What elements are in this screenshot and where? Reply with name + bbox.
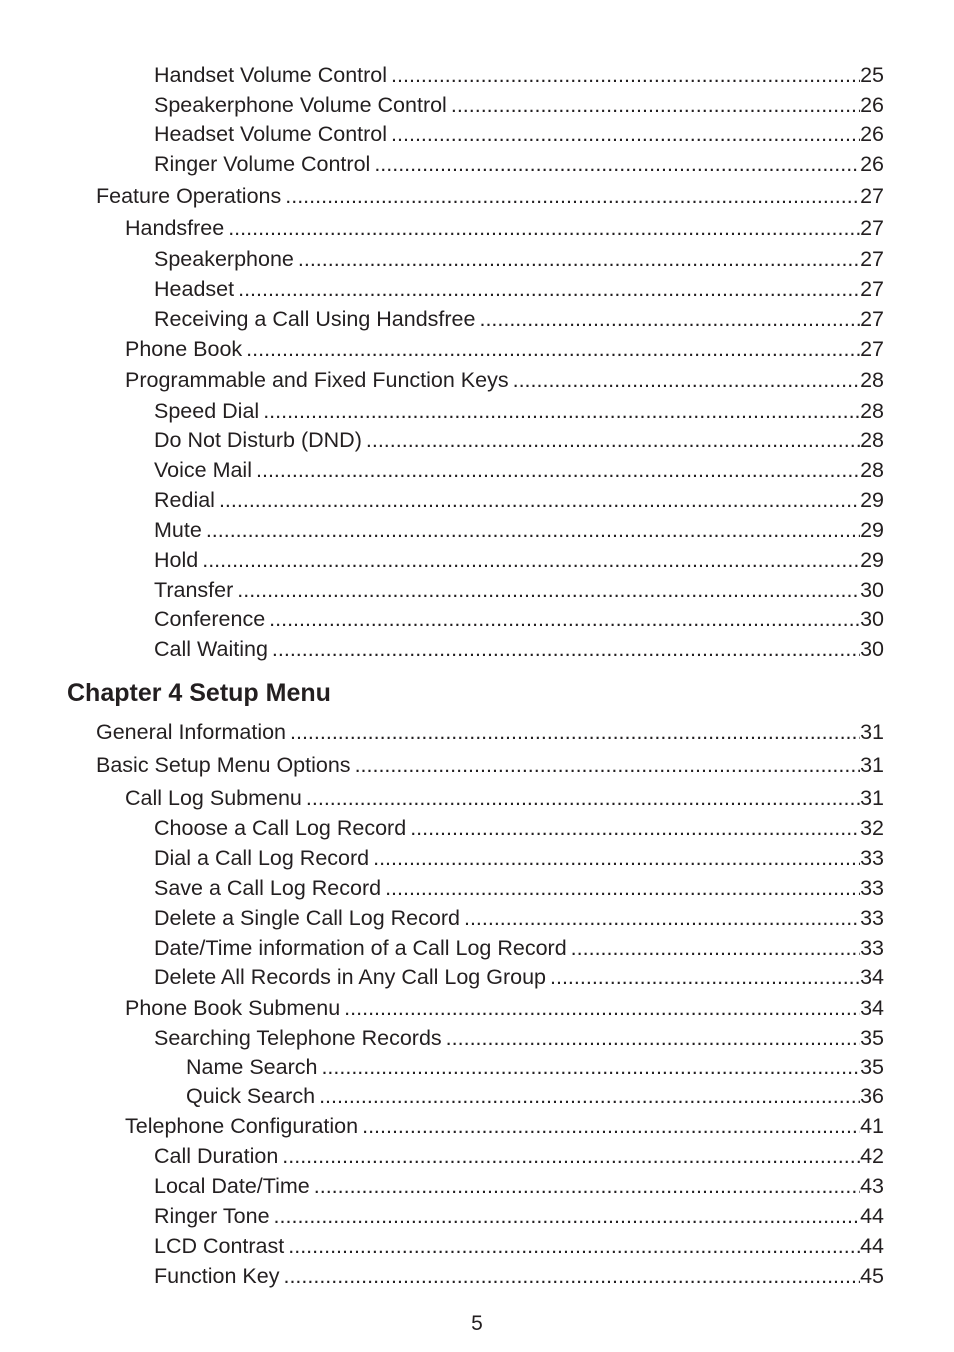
- dot-leader: [206, 517, 860, 543]
- toc-entry-title: Telephone Configuration: [125, 1114, 359, 1138]
- toc-entry-page: 26: [860, 152, 884, 176]
- toc-entry-title: Feature Operations: [96, 184, 282, 208]
- toc-entry[interactable]: [125, 367, 884, 393]
- toc-entry-title: Do Not Disturb (DND): [154, 428, 362, 452]
- toc-entry-title: Dial a Call Log Record: [154, 846, 370, 870]
- dot-leader: [391, 62, 860, 88]
- toc-entry-page: 27: [860, 247, 884, 271]
- dot-leader: [344, 995, 860, 1021]
- toc-entry-page: 27: [860, 184, 884, 208]
- toc-entry-title: Delete All Records in Any Call Log Group: [154, 965, 546, 989]
- dot-leader: [272, 636, 860, 662]
- toc-entry-title: Transfer: [154, 578, 234, 602]
- toc-entry[interactable]: [154, 1233, 884, 1259]
- toc-entry-title: LCD Contrast: [154, 1234, 285, 1258]
- toc-entry-page: 30: [860, 578, 884, 602]
- dot-leader: [238, 276, 860, 302]
- toc-entry-title: Choose a Call Log Record: [154, 816, 407, 840]
- toc-entry-title: Name Search: [186, 1055, 318, 1079]
- toc-entry[interactable]: [186, 1083, 884, 1109]
- dot-leader: [256, 457, 860, 483]
- toc-entry[interactable]: [154, 905, 884, 931]
- toc-entry[interactable]: [154, 276, 884, 302]
- dot-leader: [385, 875, 860, 901]
- toc-entry[interactable]: [154, 246, 884, 272]
- dot-leader: [283, 1263, 860, 1289]
- toc-entry-page: 41: [860, 1114, 884, 1138]
- toc-entry-title: Receiving a Call Using Handsfree: [154, 307, 476, 331]
- toc-entry-page: 27: [860, 216, 884, 240]
- toc-entry[interactable]: [154, 92, 884, 118]
- dot-leader: [237, 577, 860, 603]
- toc-entry-title: Call Waiting: [154, 637, 268, 661]
- toc-entry-title: Speed Dial: [154, 399, 260, 423]
- toc-entry-page: 33: [860, 846, 884, 870]
- toc-entry-page: 44: [860, 1234, 884, 1258]
- toc-entry-title: Date/Time information of a Call Log Record: [154, 936, 567, 960]
- toc-entry-page: 45: [860, 1264, 884, 1288]
- dot-leader: [314, 1173, 860, 1199]
- toc-entry[interactable]: [125, 215, 884, 241]
- toc-entry[interactable]: [154, 845, 884, 871]
- toc-entry-title: Voice Mail: [154, 458, 252, 482]
- toc-entry[interactable]: [125, 1113, 884, 1139]
- dot-leader: [374, 151, 860, 177]
- toc-entry-page: 34: [860, 965, 884, 989]
- toc-entry-page: 28: [860, 458, 884, 482]
- toc-entry-title: Quick Search: [186, 1084, 316, 1108]
- toc-entry-title: Hold: [154, 548, 199, 572]
- toc-entry[interactable]: [125, 785, 884, 811]
- toc-entry-title: Redial: [154, 488, 215, 512]
- toc-entry-page: 30: [860, 607, 884, 631]
- toc-entry-title: Conference: [154, 607, 266, 631]
- dot-leader: [366, 427, 860, 453]
- toc-entry[interactable]: [154, 487, 884, 513]
- toc-entry-title: Headset: [154, 277, 235, 301]
- toc-entry[interactable]: [154, 875, 884, 901]
- dot-leader: [282, 1143, 860, 1169]
- toc-entry[interactable]: [125, 995, 884, 1021]
- toc-entry-page: 26: [860, 122, 884, 146]
- dot-leader: [446, 1025, 860, 1051]
- toc-entry-title: Searching Telephone Records: [154, 1026, 442, 1050]
- toc-entry-page: 27: [860, 307, 884, 331]
- toc-entry-title: Basic Setup Menu Options: [96, 753, 351, 777]
- toc-entry-page: 35: [860, 1055, 884, 1079]
- dot-leader: [391, 121, 860, 147]
- dot-leader: [362, 1113, 860, 1139]
- toc-entry-title: Ringer Volume Control: [154, 152, 371, 176]
- toc-entry[interactable]: [154, 1025, 884, 1051]
- dot-leader: [571, 935, 860, 961]
- dot-leader: [479, 306, 860, 332]
- toc-entry-title: Call Duration: [154, 1144, 279, 1168]
- toc-entry[interactable]: [96, 183, 884, 209]
- page-number: 5: [471, 1312, 483, 1335]
- toc-entry[interactable]: [154, 121, 884, 147]
- dot-leader: [219, 487, 860, 513]
- dot-leader: [202, 547, 860, 573]
- toc-entry-page: 30: [860, 637, 884, 661]
- dot-leader: [410, 815, 860, 841]
- toc-entry-page: 31: [860, 786, 884, 810]
- toc-entry[interactable]: [96, 719, 884, 745]
- toc-entry-title: Call Log Submenu: [125, 786, 302, 810]
- toc-entry[interactable]: [154, 1203, 884, 1229]
- toc-entry[interactable]: [154, 606, 884, 632]
- dot-leader: [513, 367, 860, 393]
- toc-entry-title: Speakerphone: [154, 247, 294, 271]
- toc-entry-page: 31: [860, 753, 884, 777]
- toc-entry[interactable]: [154, 1263, 884, 1289]
- toc-entry-title: Delete a Single Call Log Record: [154, 906, 460, 930]
- toc-entry-page: 43: [860, 1174, 884, 1198]
- dot-leader: [306, 785, 860, 811]
- toc-entry[interactable]: [154, 935, 884, 961]
- dot-leader: [246, 336, 860, 362]
- toc-entry[interactable]: [96, 752, 884, 778]
- toc-entry-page: 28: [860, 428, 884, 452]
- toc-entry-page: 33: [860, 876, 884, 900]
- dot-leader: [263, 398, 860, 424]
- toc-entry[interactable]: [186, 1054, 884, 1080]
- toc-entry-page: 29: [860, 518, 884, 542]
- dot-leader: [269, 606, 860, 632]
- dot-leader: [550, 964, 860, 990]
- toc-entry-page: 34: [860, 996, 884, 1020]
- toc-entry-title: Handsfree: [125, 216, 225, 240]
- toc-entry[interactable]: [154, 636, 884, 662]
- toc-entry-title: Headset Volume Control: [154, 122, 388, 146]
- toc-entry-page: 33: [860, 936, 884, 960]
- dot-leader: [451, 92, 860, 118]
- toc-entry-page: 25: [860, 63, 884, 87]
- toc-entry-title: Speakerphone Volume Control: [154, 93, 447, 117]
- dot-leader: [288, 1233, 860, 1259]
- dot-leader: [228, 215, 860, 241]
- toc-entry-title: Function Key: [154, 1264, 280, 1288]
- dot-leader: [298, 246, 860, 272]
- toc-entry[interactable]: [154, 427, 884, 453]
- toc-entry[interactable]: [154, 398, 884, 424]
- toc-entry[interactable]: [154, 1173, 884, 1199]
- toc-entry-title: General Information: [96, 720, 287, 744]
- toc-entry[interactable]: [154, 577, 884, 603]
- toc-entry-page: 28: [860, 368, 884, 392]
- toc-entry[interactable]: [154, 1143, 884, 1169]
- toc-entry-page: 26: [860, 93, 884, 117]
- dot-leader: [321, 1054, 860, 1080]
- dot-leader: [373, 845, 860, 871]
- dot-leader: [274, 1203, 861, 1229]
- toc-entry[interactable]: [154, 151, 884, 177]
- toc-entry[interactable]: [125, 336, 884, 362]
- toc-entry[interactable]: [154, 457, 884, 483]
- toc-entry-page: 42: [860, 1144, 884, 1168]
- toc-entry[interactable]: [154, 547, 884, 573]
- dot-leader: [319, 1083, 860, 1109]
- toc-entry-page: 29: [860, 548, 884, 572]
- toc-entry-page: 44: [860, 1204, 884, 1228]
- toc-entry-title: Ringer Tone: [154, 1204, 270, 1228]
- toc-entry[interactable]: [154, 517, 884, 543]
- toc-entry-page: 27: [860, 337, 884, 361]
- toc-entry-page: 31: [860, 720, 884, 744]
- toc-entry-title: Phone Book: [125, 337, 243, 361]
- toc-entry-title: Save a Call Log Record: [154, 876, 382, 900]
- toc-entry-title: Programmable and Fixed Function Keys: [125, 368, 509, 392]
- toc-entry-page: 27: [860, 277, 884, 301]
- toc-entry[interactable]: [154, 964, 884, 990]
- toc-entry[interactable]: [154, 62, 884, 88]
- toc-entry-title: Local Date/Time: [154, 1174, 310, 1198]
- chapter-heading: Chapter 4 Setup Menu: [67, 679, 331, 707]
- toc-entry[interactable]: [154, 815, 884, 841]
- toc-entry-page: 28: [860, 399, 884, 423]
- toc-entry[interactable]: [154, 306, 884, 332]
- toc-entry-title: Handset Volume Control: [154, 63, 388, 87]
- toc-entry-page: 36: [860, 1084, 884, 1108]
- dot-leader: [285, 183, 860, 209]
- toc-entry-page: 29: [860, 488, 884, 512]
- toc-entry-page: 32: [860, 816, 884, 840]
- dot-leader: [355, 752, 861, 778]
- toc-entry-page: 33: [860, 906, 884, 930]
- dot-leader: [464, 905, 860, 931]
- toc-entry-title: Phone Book Submenu: [125, 996, 341, 1020]
- toc-entry-title: Mute: [154, 518, 202, 542]
- dot-leader: [290, 719, 860, 745]
- toc-entry-page: 35: [860, 1026, 884, 1050]
